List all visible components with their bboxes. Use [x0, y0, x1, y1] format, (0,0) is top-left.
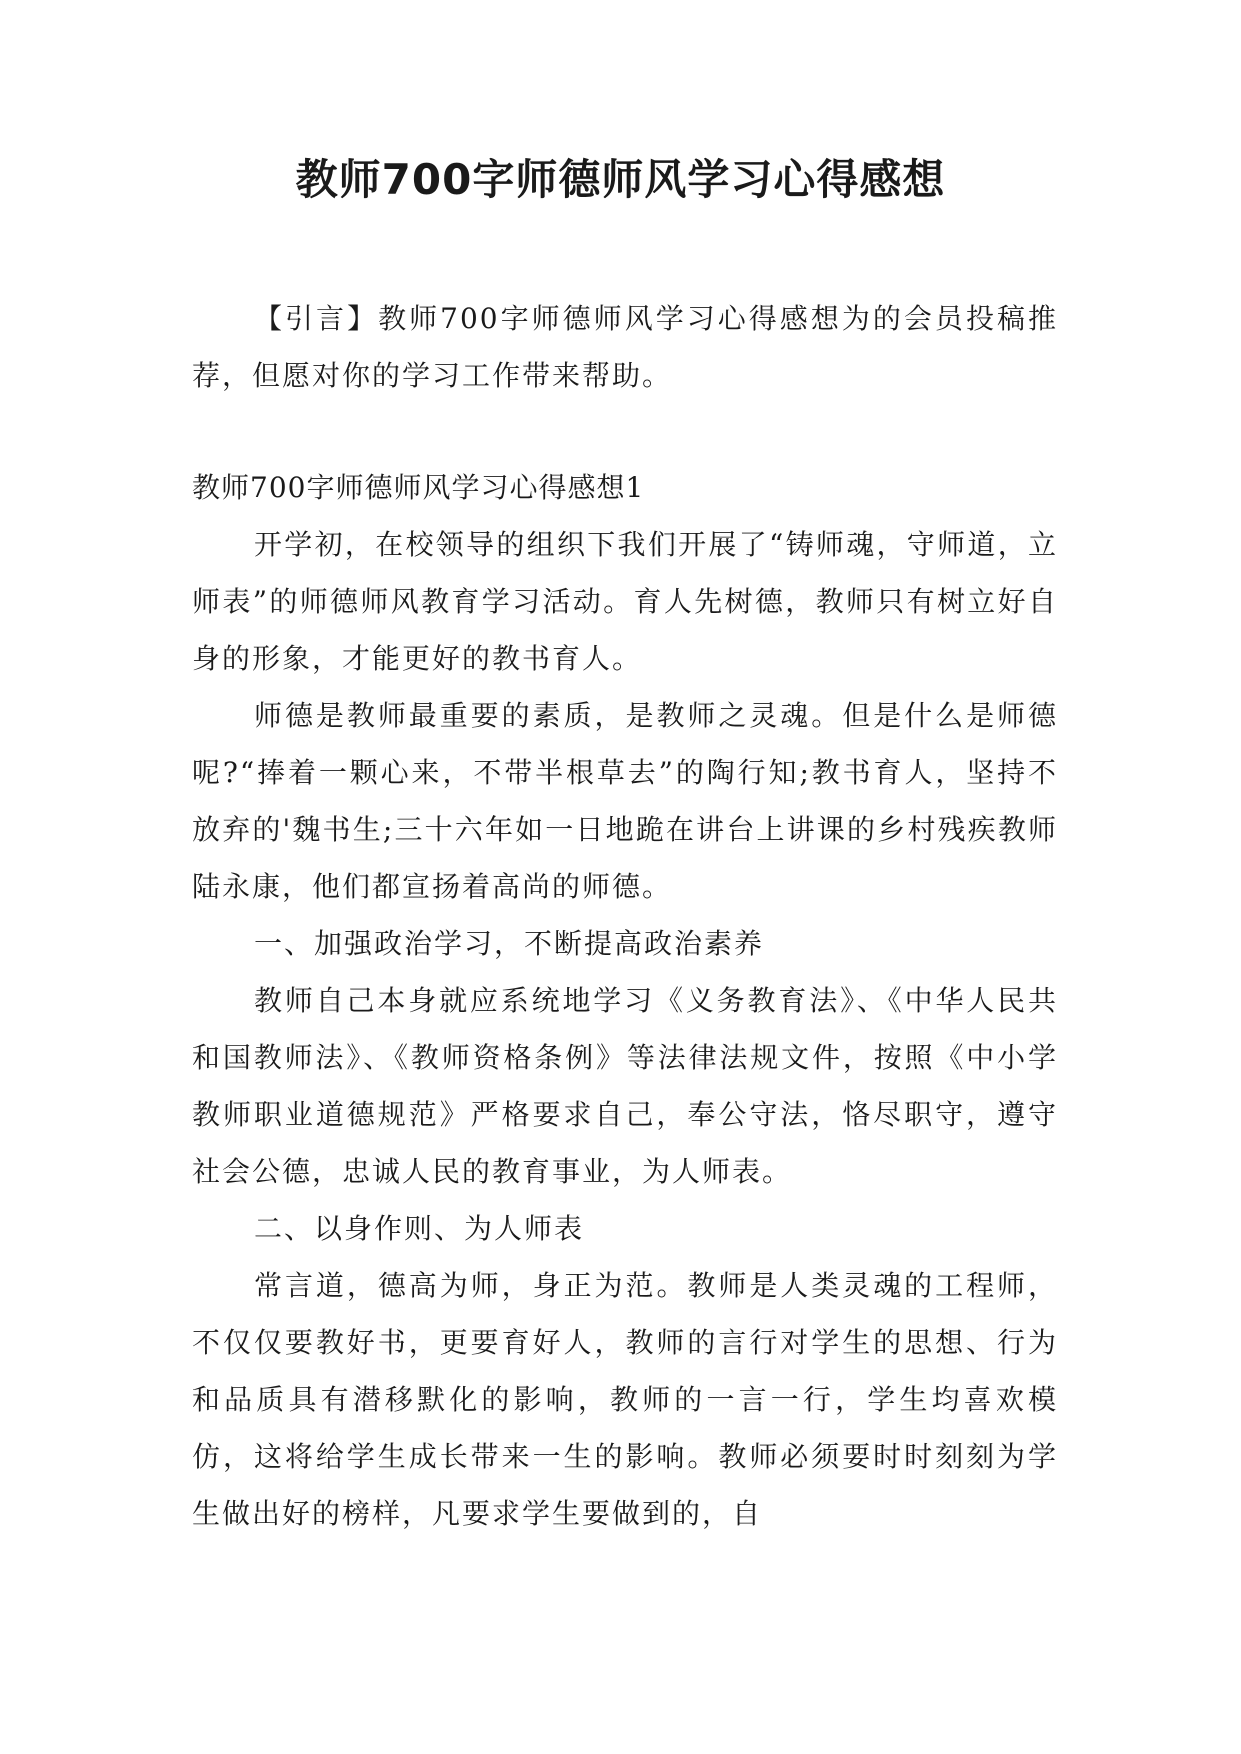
document-title: 教师700字师德师风学习心得感想 [295, 155, 946, 204]
intro-paragraph: 【引言】教师700字师德师风学习心得感想为的会员投稿推荐，但愿对你的学习工作带来帮助。 [192, 302, 1058, 392]
article-body [192, 516, 1058, 1542]
body-paragraph: 师德是教师最重要的素质，是教师之灵魂。但是什么是师德呢?“捧着一颗心来，不带半根草去”的陶行知;教书育人，坚持不放弃的'魏书生;三十六年如一日地跪在讲台上讲课的乡村残疾教师陆永康，他们都宣扬着高尚的师德。 [192, 699, 1058, 903]
body-paragraph: 常言道，德高为师，身正为范。教师是人类灵魂的工程师，不仅仅要教好书，更要育好人，教师的言行对学生的思想、行为和品质具有潜移默化的影响，教师的一言一行，学生均喜欢模仿，这将给学生成长带来一生的影响。教师必须要时时刻刻为学生做出好的榜样，凡要求学生要做到的，自 [192, 1269, 1058, 1530]
subheading-2: 二、以身作则、为人师表 [254, 1212, 585, 1245]
body-paragraph: 开学初，在校领导的组织下我们开展了“铸师魂，守师道，立师表”的师德师风教育学习活动。育人先树德，教师只有树立好自身的形象，才能更好的教书育人。 [192, 528, 1058, 675]
section-heading: 教师700字师德师风学习心得感想1 [192, 471, 645, 504]
body-paragraph: 教师自己本身就应系统地学习《义务教育法》、《中华人民共和国教师法》、《教师资格条例》等法律法规文件，按照《中小学教师职业道德规范》严格要求自己，奉公守法，恪尽职守，遵守社会公德，忠诚人民的教育事业，为人师表。 [192, 984, 1058, 1188]
subheading-1: 一、加强政治学习，不断提高政治素养 [254, 927, 765, 960]
